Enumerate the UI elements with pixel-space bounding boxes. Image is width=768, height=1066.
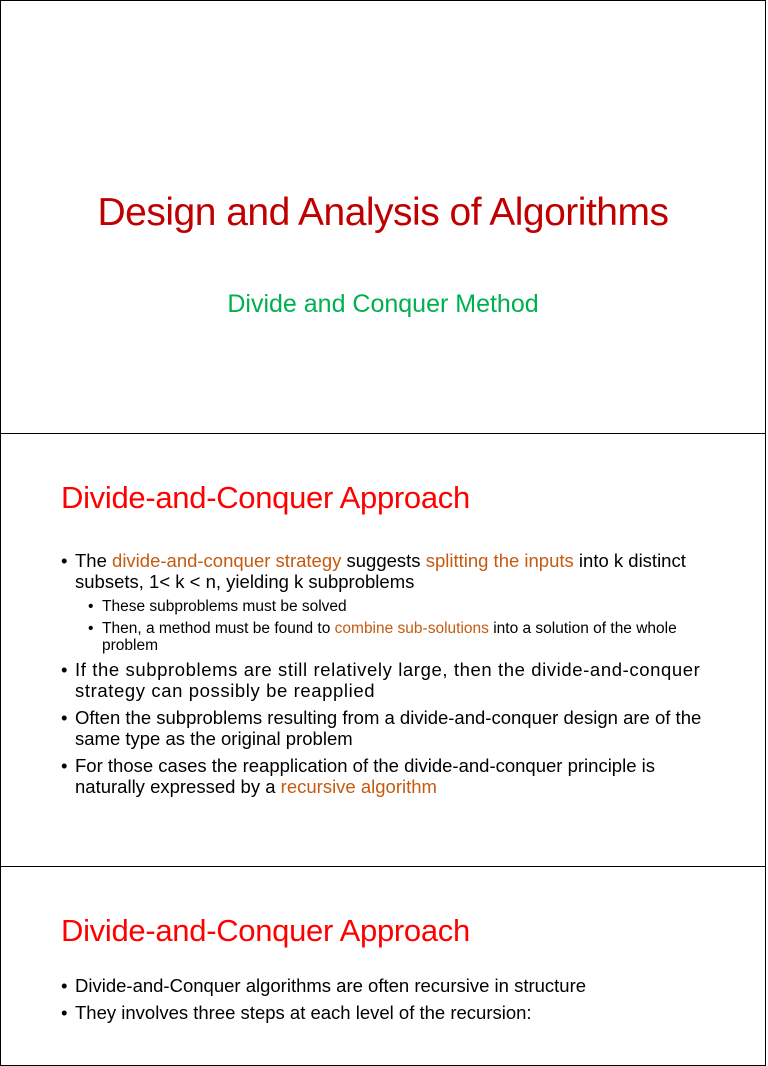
bullet-recursive <box>61 755 711 797</box>
bullet-text: into a solution of the whole problem <box>102 620 677 654</box>
bullet-same-type: • Often the subproblems resulting from a divide-and-conquer design are of the same type as the original problem <box>61 707 711 749</box>
highlight-combine: combine sub-solutions <box>334 620 489 637</box>
bullet-reapplied: • If the subproblems are still relatively large, then the divide-and-conquer strategy can possibly be reapplied <box>61 659 711 701</box>
highlight-splitting: splitting the inputs <box>425 550 574 571</box>
subbullet-combine <box>88 620 711 654</box>
slide-title: Divide-and-Conquer Approach <box>61 480 470 515</box>
subbullet-solved: • These subproblems must be solved <box>88 598 711 615</box>
approach-slide <box>0 433 766 867</box>
bullet-recursive-structure: • Divide-and-Conquer algorithms are often recursive in structure <box>61 975 711 996</box>
bullet-text: suggests <box>341 550 426 571</box>
slide-content <box>61 975 711 1029</box>
bullet-text: Then, a method must be found to <box>102 620 335 637</box>
bullet-three-steps: • They involves three steps at each level of the recursion: <box>61 1002 711 1023</box>
highlight-recursive: recursive algorithm <box>280 776 437 797</box>
bullet-text: For those cases the reapplication of the divide-and-conquer principle is naturally expressed by a <box>75 755 655 797</box>
slide-title: Divide-and-Conquer Approach <box>61 913 470 948</box>
title-slide <box>0 0 766 434</box>
presentation-title: Design and Analysis of Algorithms <box>97 191 669 234</box>
bullet-text: The <box>75 550 113 571</box>
approach-slide-2 <box>0 866 766 1066</box>
presentation-subtitle: Divide and Conquer Method <box>227 290 539 318</box>
slide-content <box>61 550 711 803</box>
bullet-strategy <box>61 550 711 592</box>
bullet-text: into k distinct subsets, 1< k < n, yielding k subproblems <box>75 550 686 592</box>
highlight-strategy: divide-and-conquer strategy <box>112 550 342 571</box>
